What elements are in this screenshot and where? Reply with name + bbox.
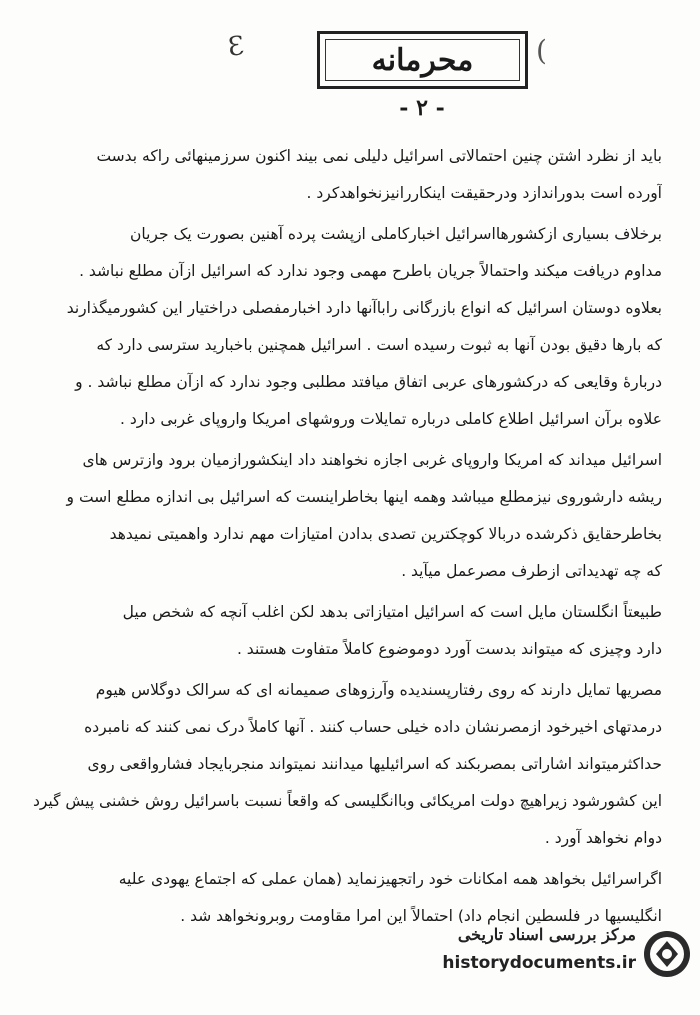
body-line: که چه تهدیداتی ازطرف مصرعمل میآید . [401,562,662,580]
body-line: علاوه برآن اسرائیل اطلاع کاملی درباره تمایلات وروشهای امریکا واروپای غربی دارد . [120,410,662,428]
watermark [442,925,694,1005]
body-line: دارد وچیزی که میتواند بدست آورد دوموضوع کاملاً متفاوت هستند . [236,640,662,658]
watermark-title: مرکز بررسی اسناد تاریخی [457,925,636,944]
body-line: بعلاوه دوستان اسرائیل که انواع بازرگانی راباآنها دارد اخبارمفصلی دراختیار این کشورمیگذارند [66,299,662,317]
body-line: دربارۀ وقایعی که درکشورهای عربی اتفاق میافتد مطلبی وجود ندارد که ازآن مطلع نباشد . و [75,373,662,391]
classification-stamp [317,31,528,89]
body-line: بخاطرحقایق ذکرشده دربالا کوچکترین تصدی بدادن امتیازات مهم ندارد واهمیتی نمیدهد [109,525,662,543]
document-body [22,138,662,935]
body-line: باید از نظرد اشتن چنین احتمالاتی اسرائیل دلیلی نمی بیند اکنون سرزمینهائی راکه بدست [96,147,662,165]
body-line: طبیعتاً انگلستان مایل است که اسرائیل امتیازاتی بدهد لکن اغلب آنچه که شخص میل [122,603,662,621]
body-line: دوام نخواهد آورد . [544,829,662,847]
body-line: حداکثرمیتواند اشاراتی بمصربکند که اسرائیلیها میدانند نمیتواند منجربایجاد فشارواقعی روی [87,755,662,773]
body-line: برخلاف بسیاری ازکشورهااسرائیل اخبارکاملی ازپشت پرده آهنین بصورت یک جریان [129,225,662,243]
body-line: که بارها دقیق بودن آنها به ثبوت رسیده است . اسرائیل همچنین باخبارید سترسی دارد که [96,336,662,354]
archive-logo-icon [642,929,692,979]
body-line: اگراسرائیل بخواهد همه امکانات خود راتجهیزنماید (همان عملی که اجتماع یهودی علیه [118,870,662,888]
page-number: - ۲ - [399,95,445,121]
body-line: آورده است بدوراندازد ودرحقیقت اینکاررانیزنخواهدکرد . [306,184,662,202]
corner-mark: Ɛ [225,31,247,63]
stamp-bracket-mark: ( [536,34,547,67]
body-line: اسرائیل میداند که امریکا واروپای غربی اجازه نخواهند داد اینکشورازمیان برود وازترس های [82,451,662,469]
classification-label: محرمانه [371,42,474,78]
body-line: این کشورشود زیراهیچ دولت امریکائی وباانگلیسی که واقعاً نسبت باسرائیل روش خشنی پیش گیرد [32,792,662,810]
body-line: مداوم دریافت میکند واحتمالاً جریان باطرح مهمی وجود ندارد که اسرائیل ازآن مطلع نباشد . [79,262,662,280]
watermark-url: historydocuments.ir [442,953,636,973]
body-line: ریشه دارشوروی نیزمطلع میباشد وهمه اینها بخاطراینست که اسرائیل بی اندازه مطلع است و [66,488,662,506]
body-line: انگلیسیها در فلسطین انجام داد) احتمالاً این امرا مقاومت روبرونخواهد شد . [180,907,662,925]
body-line: درمدتهای اخیرخود ازمصرنشان داده خیلی حساب کنند . آنها کاملاً درک نمی کنند که نامبرده [84,718,662,736]
body-line: مصریها تمایل دارند که روی رفتارپسندیده وآرزوهای صمیمانه ای که سرالک دوگلاس هیوم [95,681,662,699]
